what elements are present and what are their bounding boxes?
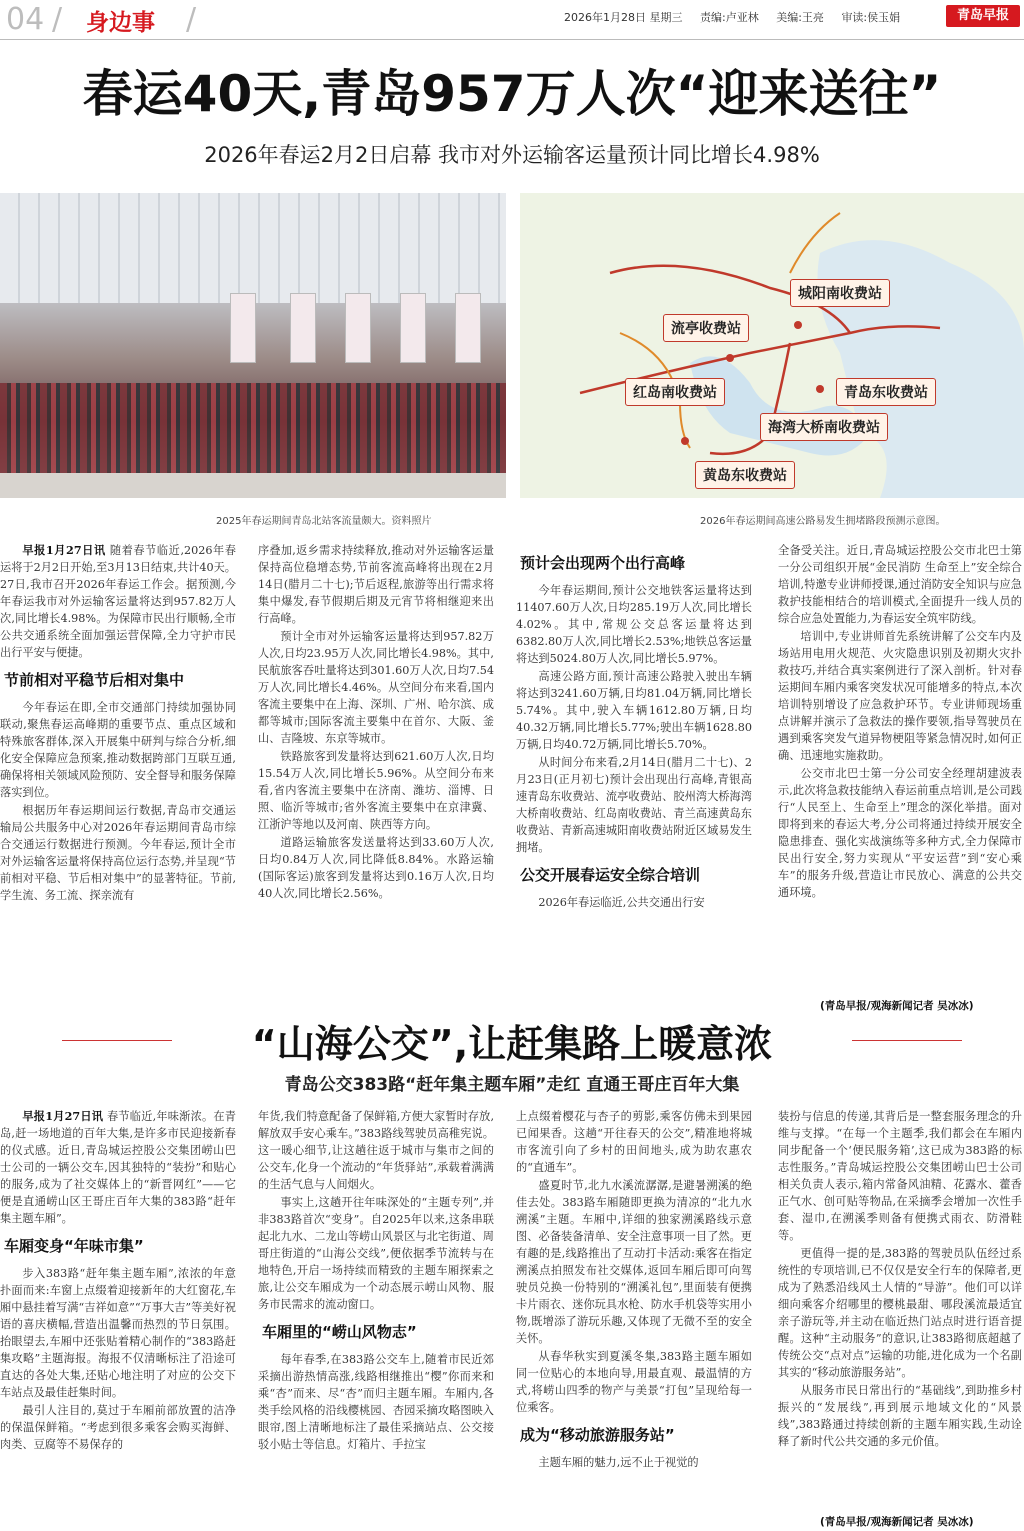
paragraph: 公交市北巴士第一分公司安全经理胡建波表示,此次将急救技能纳入春运前重点培训,是公司践行“人民至上、生命至上”理念的深化举措。面对即将到来的春运大考,分公司将通过持续开展安全隐患排查、强化实战演练等多种方式,全力保障市民出行安全,努力实现从“平安运营”到“安心乘车”的服务升级,营造让市民放心、满意的公共交通环境。 (778, 767, 1022, 899)
paragraph: 事实上,这趟开往年味深处的“主题专列”,并非383路首次“变身”。自2025年以来,这条串联起北九水、二龙山等崂山风景区与北宅街道、周哥庄街道的“山海公交线”,便依据季节流转与在地特色,开启一场持续而精致的主题车厢探索之旅,让公交车厢成为一个动态展示崂山风物、服务市民需求的流动窗口。 (258, 1196, 494, 1311)
page-number: 04 (6, 2, 45, 37)
paragraph: 培训中,专业讲师首先系统讲解了公交车内及场站用电用火规范、火灾隐患识别及初期火灾扑救技巧,并结合真实案例进行了深入剖析。针对春运期间车厢内乘客突发状况可能增多的特点,本次培训特别增设了应急救护环节。专业讲师现场重点讲解并演示了急救法的操作要领,指导驾驶员在遇到乘客突发气道异物梗阻等紧急情况时,如何正确、迅速地实施救助。 (778, 630, 1022, 762)
map-label: 青岛东收费站 (836, 378, 936, 406)
section-title: 身边事 (86, 10, 155, 36)
article2-column-3 (516, 1108, 752, 1528)
photo-sign (455, 293, 481, 363)
article2-column-2 (258, 1108, 494, 1528)
map-label: 黄岛东收费站 (695, 461, 795, 489)
map-label: 红岛南收费站 (625, 378, 725, 406)
map-caption: 2026年春运期间高速公路易发生拥堵路段预测示意图。 (700, 516, 946, 527)
article1-subhead: 2026年春运2月2日启幕 我市对外运输客运量预计同比增长4.98% (204, 143, 820, 167)
proofreader-credit: 审读:侯玉娟 (841, 11, 901, 24)
dateline: 早报1月27日讯 (22, 543, 106, 557)
masthead (0, 0, 1024, 40)
editor-credit: 责编:卢亚林 (700, 11, 759, 24)
paragraph: 从春华秋实到夏溪冬集,383路主题车厢如同一位贴心的本地向导,用最直观、最温情的方式,将崂山四季的物产与美景“打包”呈现给每一位乘客。 (516, 1350, 752, 1414)
photo-sign (345, 293, 371, 363)
paragraph: 根据历年春运期间运行数据,青岛市交通运输局公共服务中心对2026年春运期间青岛市综合交通运行数据进行预测。今年春运,预计全市对外运输客运量将保持高位运行态势,并呈现“节前相对平稳、节后相对集中”的显著特征。节前,学生流、务工流、探亲流有 (0, 804, 236, 902)
paragraph: 春节临近,年味渐浓。在青岛,赶一场地道的百年大集,是许多市民迎接新春的仪式感。近日,青岛城运控股公交集团崂山巴士公司的一辆公交车,因其独特的“装扮”和贴心的服务,成为了社交媒体上的“新晋网红”——它便是直通崂山区王哥庄百年大集的383路“赶年集主题车厢”。 (0, 1110, 236, 1225)
paragraph: 从服务市民日常出行的“基础线”,到助推乡村振兴的“发展线”,再到展示地域文化的“风景线”,383路通过持续创新的主题车厢实践,生动诠释了新时代公共交通的多元价值。 (778, 1384, 1022, 1448)
toll-station-marker (681, 437, 689, 445)
paragraph: 步入383路“赶年集主题车厢”,浓浓的年意扑面而来:车窗上点缀着迎接新年的大红窗花,车厢中悬挂着写满“吉祥如意”“万事大吉”等美好祝语的喜庆横幅,营造出温馨而热烈的节日氛围。抬眼望去,车厢中还张贴着精心制作的“383路赶集攻略”主题海报。海报不仅清晰标注了沿途可直达的各处大集,还贴心地注明了对应的公交下车站点及最佳赶集时间。 (0, 1267, 236, 1399)
paragraph: 预计全市对外运输客运量将达到957.82万人次,日均23.95万人次,同比增长4.98%。其中,民航旅客吞吐量将达到301.60万人次,日均7.54万人次,同比增长4.46%。从空间分布来看,国内客流主要集中在上海、深圳、广州、哈尔滨、成都等城市;国际客流主要集中在首尔、大阪、釜山、吉隆坡、东京等城市。 (258, 630, 494, 745)
map-label: 流亭收费站 (663, 314, 749, 342)
slash-divider: / (186, 2, 197, 37)
photo-sign (230, 293, 256, 363)
article1-column-3 (516, 552, 752, 992)
paragraph: 随着春节临近,2026年春运将于2月2日开始,至3月13日结束,共计40天。27日,我市召开2026年春运工作会。据预测,今年春运我市对外运输客运量将达到957.82万人次,同比增长4.98%。为保障市民出行顺畅,全市公共交通系统全面加强运营保障,全力守护市民出行平安与便捷。 (0, 544, 236, 659)
article2-subhead: 青岛公交383路“赶年集主题车厢”走红 直通王哥庄百年大集 (284, 1075, 740, 1095)
photo-sign (400, 293, 426, 363)
photo-floor (0, 473, 506, 498)
station-photo (0, 193, 506, 498)
paragraph: 上点缀着樱花与杏子的剪影,乘客仿佛未到果园已闻果香。这趟“开往春天的公交”,精准地将城市客流引向了乡村的田间地头,成为助农惠农的“直通车”。 (516, 1110, 752, 1174)
paragraph: 序叠加,返乡需求持续释放,推动对外运输客运量保持高位稳增态势,节前客流高峰将出现在2月14日(腊月二十七);节后返程,旅游等出行需求将集中爆发,春节假期后期及元宵节将相继迎来出行高峰。 (258, 544, 494, 625)
paragraph: 更值得一提的是,383路的驾驶员队伍经过系统性的专项培训,已不仅仅是安全行车的保障者,更成为了熟悉沿线风土人情的“导游”。他们可以详细向乘客介绍哪里的樱桃最甜、哪段溪流最适宜亲子游玩等,并主动在临近热门站点时进行语音提醒。这种“主动服务”的意识,让383路彻底超越了传统公交“点对点”运输的功能,进化成为一个名副其实的“移动旅游服务站”。 (778, 1247, 1022, 1379)
toll-station-marker (816, 385, 824, 393)
article2-headline: “山海公交”,让赶集路上暖意浓 (251, 1022, 773, 1066)
photo-ceiling (0, 193, 506, 303)
toll-station-marker (794, 321, 802, 329)
paragraph: 每年春季,在383路公交车上,随着市民近郊采摘出游热情高涨,线路相继推出“樱”你而来和乘“杏”而来、尽“杏”而归主题车厢。车厢内,各类手绘风格的沿线樱桃园、杏园采摘攻略图映入眼帘,图上清晰地标注了最佳采摘站点、公交接驳小贴士等信息。灯箱片、手拉宝 (258, 1353, 494, 1451)
article1-headline: 春运40天,青岛957万人次“迎来送往” (82, 65, 942, 123)
article2-column-1 (0, 1108, 236, 1528)
photo-caption: 2025年春运期间青岛北站客流量颇大。资料照片 (216, 516, 432, 527)
photo-crowd (0, 383, 506, 473)
paragraph: 主题车厢的魅力,远不止于视觉的 (538, 1456, 699, 1469)
dateline: 早报1月27日讯 (22, 1109, 104, 1123)
article1-credit: (青岛早报/观海新闻记者 吴冰冰) (820, 1000, 974, 1012)
map-drawing (520, 193, 1024, 498)
map-label: 海湾大桥南收费站 (760, 413, 888, 441)
page-meta (564, 9, 914, 25)
art-editor-credit: 美编:王亮 (776, 11, 824, 24)
article2-column-4 (778, 1108, 1022, 1512)
newspaper-logo: 青岛早报 (946, 5, 1020, 27)
paragraph: 今年春运期间,预计公交地铁客运量将达到11407.60万人次,日均285.19万人次,同比增长4.02%。其中,常规公交总客运量将达到6382.80万人次,同比增长2.53%;地铁总客运量将达到5024.80万人次,同比增长5.97%。 (516, 584, 752, 665)
article1-column-4 (778, 542, 1022, 997)
article1-column-1 (0, 542, 236, 992)
issue-date: 2026年1月28日 星期三 (564, 11, 683, 24)
paragraph: 装扮与信息的传递,其背后是一整套服务理念的升维与支撑。“在每一个主题季,我们都会在车厢内同步配备一个‘便民服务箱’,这已成为383路的标志性服务。”青岛城运控股公交集团崂山巴士公司相关负责人表示,箱内常备风油精、花露水、藿香正气水、创可贴等物品,在采摘季会增加一次性手套、湿巾,在溯溪季则备有便携式雨衣、防滑鞋等。 (778, 1110, 1022, 1242)
slash-divider: / (52, 2, 63, 37)
subheading: 成为“移动旅游服务站” (520, 1426, 675, 1444)
toll-station-marker (726, 354, 734, 362)
paragraph: 最引人注目的,莫过于车厢前部放置的洁净的保温保鲜箱。“考虑到很多乘客会购买海鲜、肉类、豆腐等不易保存的 (0, 1404, 236, 1451)
paragraph: 年货,我们特意配备了保鲜箱,方便大家暂时存放,解放双手安心乘车。”383路线驾驶员高稚宪说。这一暖心细节,让这趟往返于城市与集市之间的公交车,化身一个流动的“年货驿站”,承载着满满的生活气息与人间烟火。 (258, 1110, 494, 1191)
subheading: 节前相对平稳节后相对集中 (4, 671, 185, 689)
paragraph: 全备受关注。近日,青岛城运控股公交市北巴士第一分公司组织开展“金民消防 生命至上”安全综合培训,特邀专业讲师授课,通过消防安全知识与应急救护技能相结合的培训模式,全面提升一线人员的综合应急处置能力,为春运安全筑牢防线。 (778, 544, 1022, 625)
paragraph: 从时间分布来看,2月14日(腊月二十七)、2月23日(正月初七)预计会出现出行高峰,青银高速青岛东收费站、流亭收费站、胶州湾大桥海湾大桥南收费站、红岛南收费站、青兰高速黄岛东收费站、青新高速城阳南收费站附近区域易发生拥堵。 (516, 756, 752, 854)
photo-sign (290, 293, 316, 363)
article2-credit: (青岛早报/观海新闻记者 吴冰冰) (820, 1516, 974, 1528)
paragraph: 今年春运在即,全市交通部门持续加强协同联动,聚焦春运高峰期的重要节点、重点区域和特殊旅客群体,深入开展集中研判与综合分析,细化安全保障应急预案,推动数据跨部门互联互通,确保将相关领域风险预防、安全督导和服务保障落实到位。 (0, 701, 236, 799)
map-label: 城阳南收费站 (790, 279, 890, 307)
paragraph: 2026年春运临近,公共交通出行安 (538, 896, 705, 909)
highway-map (520, 193, 1024, 498)
subheading: 预计会出现两个出行高峰 (520, 554, 686, 572)
subheading: 车厢里的“崂山风物志” (262, 1323, 417, 1341)
subheading: 车厢变身“年味市集” (4, 1237, 144, 1255)
paragraph: 道路运输旅客发送量将达到33.60万人次,日均0.84万人次,同比降低8.84%。水路运输(国际客运)旅客到发量将达到0.16万人次,日均40人次,同比增长2.56%。 (258, 836, 494, 900)
subheading: 公交开展春运安全综合培训 (520, 866, 701, 884)
paragraph: 高速公路方面,预计高速公路驶入驶出车辆将达到3241.60万辆,日均81.04万辆,同比增长5.74%。其中,驶入车辆1612.80万辆,日均40.32万辆,同比增长5.77%;驶出车辆1628.80万辆,日均40.72万辆,同比增长5.70%。 (516, 670, 752, 751)
paragraph: 铁路旅客到发量将达到621.60万人次,日均15.54万人次,同比增长5.96%。从空间分布来看,省内客流主要集中在济南、潍坊、淄博、日照、临沂等城市;省外客流主要集中在京津冀、江浙沪等地以及河南、陕西等方向。 (258, 750, 494, 831)
paragraph: 盛夏时节,北九水溪流潺潺,是避暑溯溪的绝佳去处。383路车厢随即更换为清凉的“北九水溯溪”主题。车厢中,详细的独家溯溪路线示意图、必备装备清单、安全注意事项一目了然。更有趣的是,线路推出了互动打卡活动:乘客在指定溯溪点拍照发布社交媒体,返回车厢后即可向驾驶员兑换一份特别的“溯溪礼包”,里面装有便携卡片雨衣、迷你玩具水枪、防水手机袋等实用小物,既增添了游玩乐趣,又体现了无微不至的安全关怀。 (516, 1179, 752, 1345)
article1-column-2 (258, 542, 494, 992)
